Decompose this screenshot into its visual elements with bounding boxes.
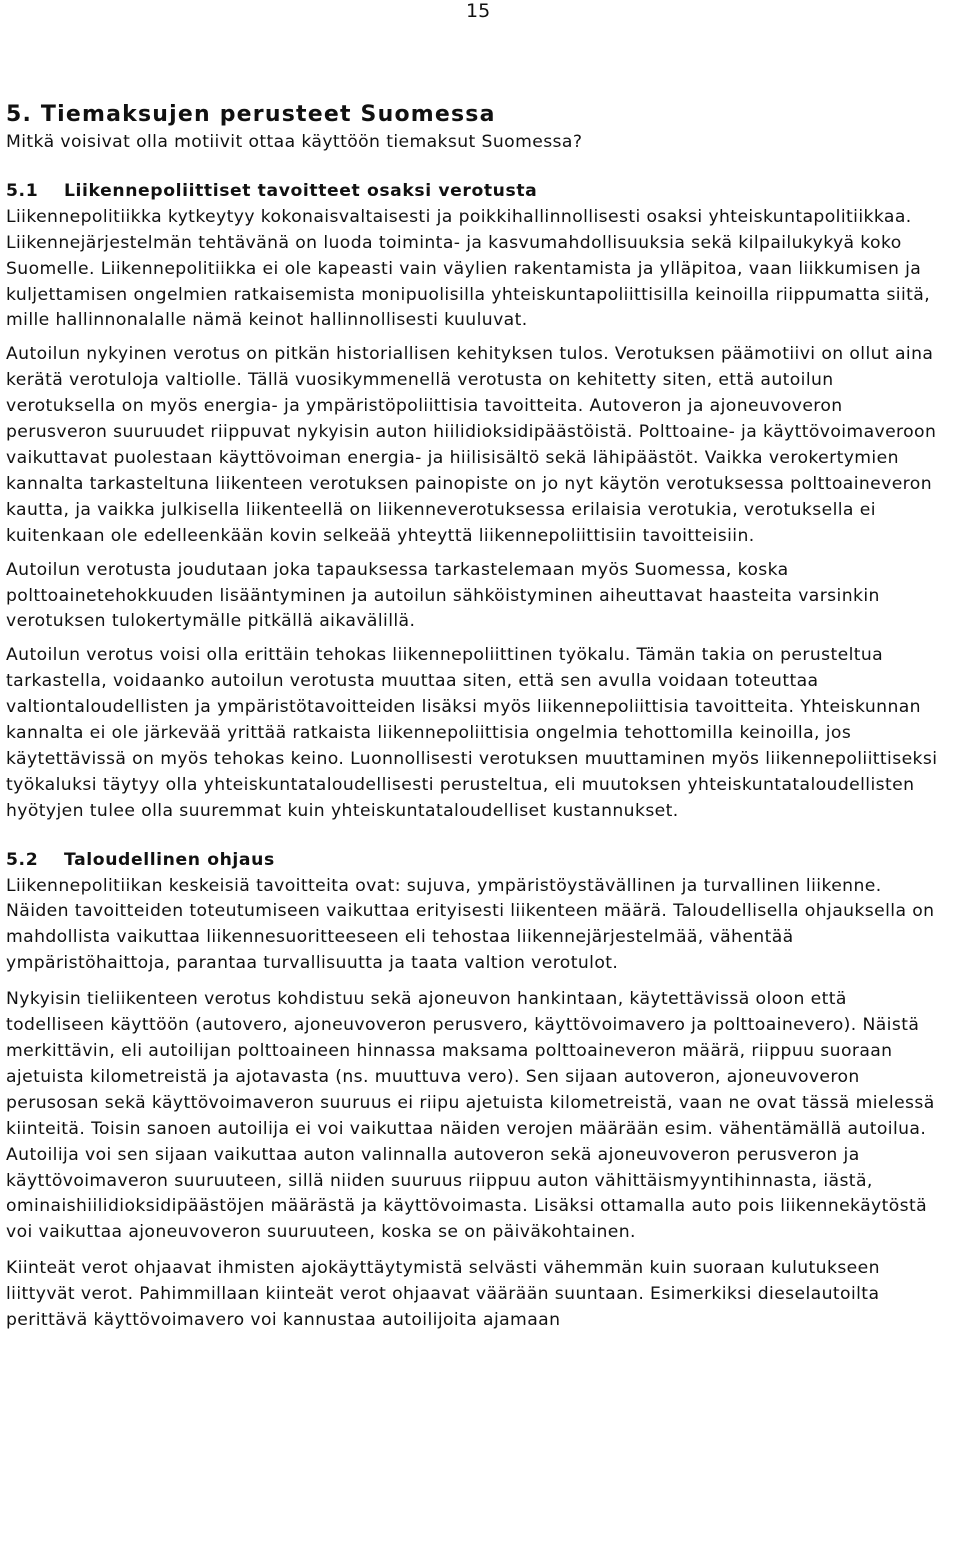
spacer: [6, 977, 941, 987]
document-body: [6, 100, 941, 1334]
section-title: Taloudellinen ohjaus: [64, 849, 275, 870]
section-heading-5-2: [6, 848, 941, 874]
section-heading-5-1: [6, 179, 941, 205]
page-number: 15: [466, 0, 491, 22]
spacer: [6, 635, 941, 643]
paragraph: Autoilun verotus voisi olla erittäin tehokas liikennepoliittinen työkalu. Tämän takia on perusteltua tarkastella, voidaanko autoilun verotusta muuttaa siten, että sen avulla voidaan toteuttaa valtiontaloudellisten ja ympäristötavoitteiden lisäksi myös liikennepoliittisia tavoitteita. Yhteiskunnan kannalta ei ole järkevää yrittää ratkaista liikennepoliittisia ongelmia tehottomilla keinoilla, jos käytettävissä on myös tehokas keino. Luonnollisesti verotuksen muuttaminen myös liikennepoliittiseksi työkaluksi täytyy olla yhteiskuntataloudellisesti perusteltua, eli muutoksen yhteiskuntataloudellisten hyötyjen tulee olla suuremmat kuin yhteiskuntataloudelliset kustannukset.: [6, 645, 938, 821]
spacer: [6, 825, 941, 848]
chapter-subtitle: Mitkä voisivat olla motiivit ottaa käyttöön tiemaksut Suomessa?: [6, 132, 583, 152]
spacer: [6, 1246, 941, 1256]
chapter-title: 5. Tiemaksujen perusteet Suomessa: [6, 102, 496, 127]
spacer: [6, 550, 941, 558]
spacer: [6, 156, 941, 179]
paragraph: Nykyisin tieliikenteen verotus kohdistuu sekä ajoneuvon hankintaan, käytettävissä oloon että todelliseen käyttöön (autovero, ajoneuvoveron perusvero, käyttövoimavero ja polttoainevero). Näistä merkittävin, eli autoilijan polttoaineen hinnassa maksama polttoaineveron määrä, riippuu suoraan ajetuista kilometreistä ja ajotavasta (ns. muuttuva vero). Sen sijaan autoveron, ajoneuvoveron perusosan sekä käyttövoimaveron suuruus ei riipu ajetuista kilometreistä, vaan ne ovat tässä mielessä kiinteitä. Toisin sanoen autoilija ei voi vaikuttaa näiden verojen määrään esim. vähentämällä autoilua. Autoilija voi sen sijaan vaikuttaa auton valinnalla autoveron sekä ajoneuvoveron perusveron ja käyttövoimaveron suuruuteen, sillä niiden suuruus riippuu auton vähittäismyyntihinnasta, iästä, ominaishiilidioksidipäästöjen määrästä ja käyttövoimasta. Lisäksi ottamalla auto pois liikennekäytöstä voi vaikuttaa ajoneuvoveron suuruuteen, koska se on päiväkohtainen.: [6, 989, 935, 1243]
section-number: 5.1: [6, 180, 39, 201]
paragraph: Autoilun nykyinen verotus on pitkän historiallisen kehityksen tulos. Verotuksen päämotiivi on ollut aina kerätä verotuloja valtiolle. Tällä vuosikymmenellä verotusta on kehitetty siten, että autoilun verotuksella on myös energia- ja ympäristöpoliittisia tavoitteita. Autoveron ja ajoneuvoveron perusveron suuruudet riippuvat nykyisin auton hiilidioksidipäästöistä. Polttoaine- ja käyttövoimaveroon vaikuttavat puolestaan käyttövoiman energia- ja hiilisisältö sekä lähipäästöt. Vaikka verokertymien kannalta tarkasteltuna liikenteen verotuksen painopiste on jo nyt käytön verotuksessa polttoaineveron kautta, ja vaikka julkisella liikenteellä on liikenneverotuksessa erilaisia verotukia, verotuksella ei kuitenkaan ole edelleenkään kovin selkeää yhteyttä liikennepoliittisiin tavoitteisiin.: [6, 344, 937, 546]
paragraph: Autoilun verotusta joudutaan joka tapauksessa tarkastelemaan myös Suomessa, koska polttoainetehokkuuden lisääntyminen ja autoilun sähköistyminen aiheuttavat haasteita varsinkin verotuksen tulokertymälle pitkällä aikavälillä.: [6, 559, 880, 632]
section-title: Liikennepoliittiset tavoitteet osaksi verotusta: [64, 180, 538, 201]
paragraph: Liikennepolitiikka kytkeytyy kokonaisvaltaisesti ja poikkihallinnollisesti osaksi yhteiskuntapolitiikkaa. Liikennejärjestelmän tehtävänä on luoda toiminta- ja kasvumahdollisuuksia sekä kilpailukykyä koko Suomelle. Liikennepolitiikka ei ole kapeasti vain väylien rakentamista ja ylläpitoa, vaan liikkumisen ja kuljettamisen ongelmien ratkaisemista monipuolisilla yhteiskuntapoliittisilla keinoilla riippumatta siitä, mille hallinnonalalle nämä keinot hallinnollisesti kuuluvat.: [6, 206, 931, 331]
section-number: 5.2: [6, 849, 39, 870]
paragraph: Kiinteät verot ohjaavat ihmisten ajokäyttäytymistä selvästi vähemmän kuin suoraan kulutukseen liittyvät verot. Pahimmillaan kiinteät verot ohjaavat väärään suuntaan. Esimerkiksi dieselautoilta perittävä käyttövoimavero voi kannustaa autoilijoita ajamaan: [6, 1258, 880, 1331]
spacer: [6, 334, 941, 342]
paragraph: Liikennepolitiikan keskeisiä tavoitteita ovat: sujuva, ympäristöystävällinen ja turvallinen liikenne. Näiden tavoitteiden toteutumiseen vaikuttaa erityisesti liikenteen määrä. Taloudellisella ohjauksella on mahdollista vaikuttaa liikennesuoritteeseen eli tehostaa liikennejärjestelmää, vähentää ympäristöhaittoja, parantaa turvallisuutta ja taata valtion verotulot.: [6, 875, 935, 974]
